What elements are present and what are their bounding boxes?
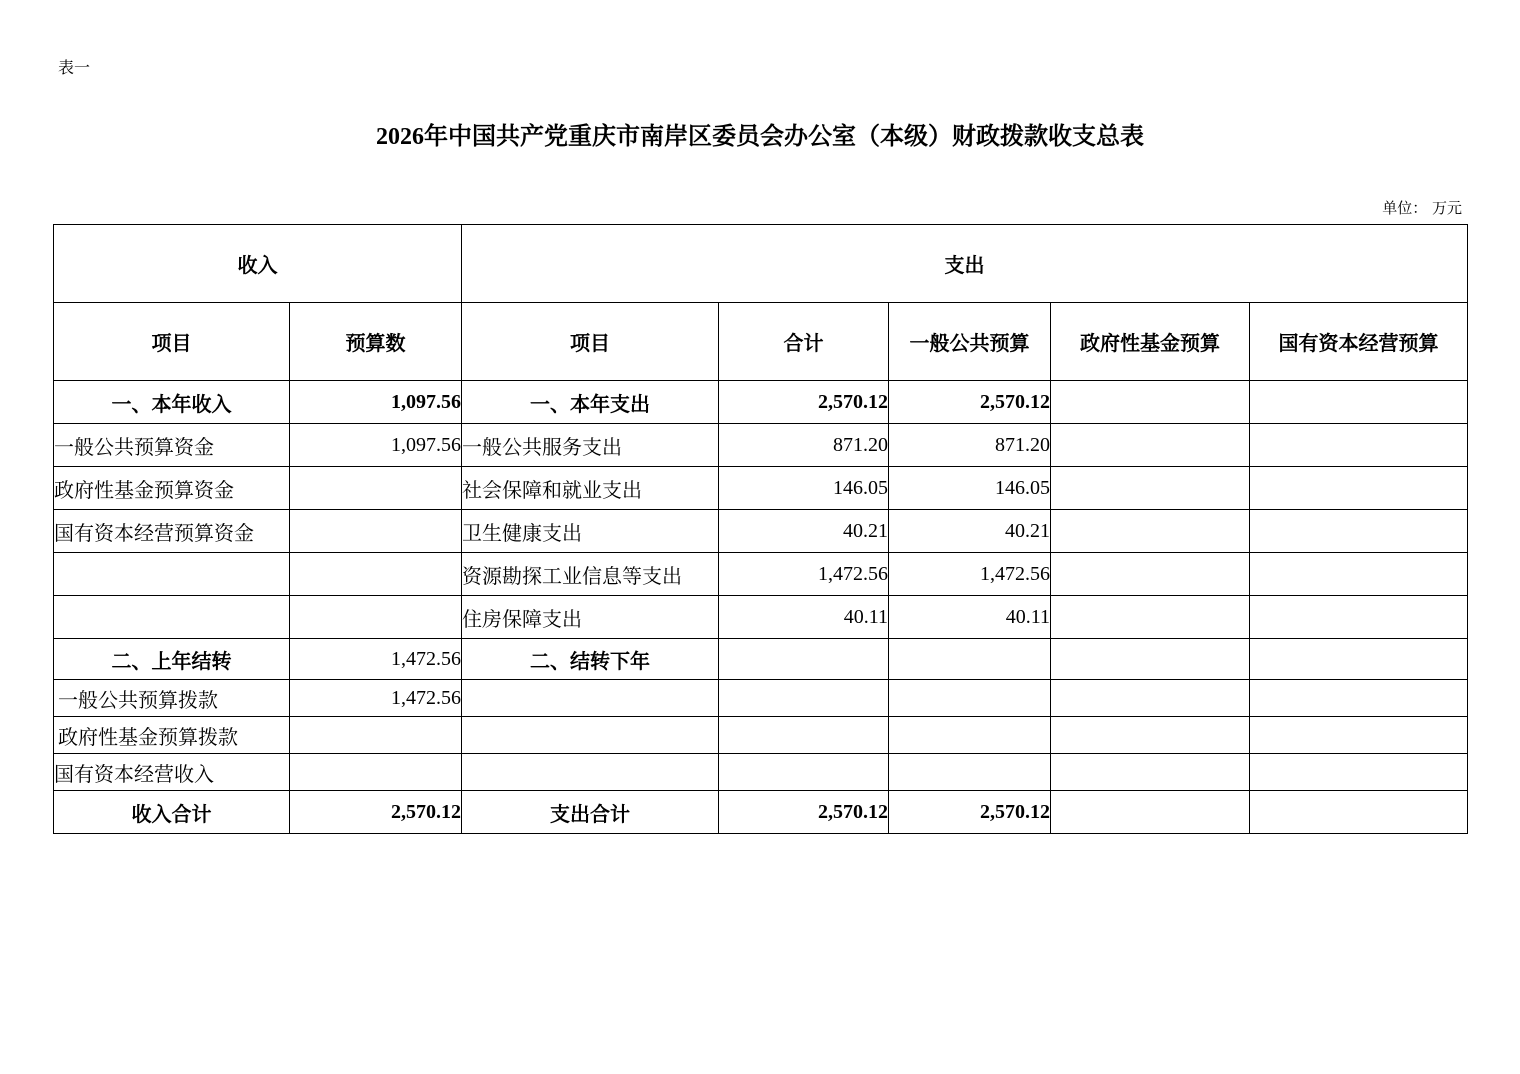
gov-fund-cell [1051, 553, 1250, 596]
income-total-value: 2,570.12 [290, 791, 462, 834]
state-capital-cell [1250, 467, 1468, 510]
expense-item-cell: 卫生健康支出 [462, 510, 719, 553]
general-budget-cell: 871.20 [889, 424, 1051, 467]
table-row [54, 596, 1468, 639]
gov-fund-budget-header: 政府性基金预算 [1051, 303, 1250, 381]
income-value-cell [290, 596, 462, 639]
income-value-cell: 1,472.56 [290, 680, 462, 717]
income-value-cell [290, 717, 462, 754]
state-capital-cell [1250, 424, 1468, 467]
state-capital-cell [1250, 596, 1468, 639]
general-budget-header: 一般公共预算 [889, 303, 1051, 381]
gov-fund-cell [1051, 680, 1250, 717]
state-capital-cell [1250, 553, 1468, 596]
table-row [54, 467, 1468, 510]
general-budget-cell: 146.05 [889, 467, 1051, 510]
gov-fund-cell [1051, 467, 1250, 510]
state-capital-cell [1250, 754, 1468, 791]
expense-item-cell: 住房保障支出 [462, 596, 719, 639]
general-budget-cell [889, 754, 1051, 791]
general-budget-cell [889, 639, 1051, 680]
table-row [54, 639, 1468, 680]
income-value-cell: 1,097.56 [290, 424, 462, 467]
table-row [54, 553, 1468, 596]
income-value-cell [290, 467, 462, 510]
general-budget-cell: 40.11 [889, 596, 1051, 639]
expense-total-cell: 146.05 [719, 467, 889, 510]
expense-total-cell: 2,570.12 [719, 381, 889, 424]
state-capital-cell [1250, 510, 1468, 553]
income-item-cell [54, 596, 290, 639]
expense-total-cell [719, 754, 889, 791]
expense-total-header: 合计 [719, 303, 889, 381]
expense-item-cell: 社会保障和就业支出 [462, 467, 719, 510]
income-value-cell: 1,097.56 [290, 381, 462, 424]
table-row [54, 754, 1468, 791]
income-item-cell: 国有资本经营收入 [54, 754, 290, 791]
general-budget-total: 2,570.12 [889, 791, 1051, 834]
state-capital-total [1250, 791, 1468, 834]
income-value-cell [290, 553, 462, 596]
income-value-cell: 1,472.56 [290, 639, 462, 680]
income-value-cell [290, 754, 462, 791]
table-row [54, 680, 1468, 717]
income-group-header: 收入 [54, 225, 462, 303]
general-budget-cell: 1,472.56 [889, 553, 1051, 596]
income-item-cell: 政府性基金预算拨款 [54, 717, 290, 754]
expense-item-cell [462, 754, 719, 791]
gov-fund-total [1051, 791, 1250, 834]
expense-item-header: 项目 [462, 303, 719, 381]
income-item-header: 项目 [54, 303, 290, 381]
expense-item-cell [462, 680, 719, 717]
state-capital-cell [1250, 381, 1468, 424]
table-row [54, 381, 1468, 424]
totals-row [54, 791, 1468, 834]
general-budget-cell [889, 717, 1051, 754]
expense-total-label: 支出合计 [462, 791, 719, 834]
state-capital-budget-header: 国有资本经营预算 [1250, 303, 1468, 381]
unit-label: 单位： 万元 [1382, 199, 1462, 217]
income-value-cell [290, 510, 462, 553]
state-capital-cell [1250, 717, 1468, 754]
table-row [54, 717, 1468, 754]
income-item-cell: 一、本年收入 [54, 381, 290, 424]
income-item-cell: 国有资本经营预算资金 [54, 510, 290, 553]
expense-item-cell: 资源勘探工业信息等支出 [462, 553, 719, 596]
gov-fund-cell [1051, 754, 1250, 791]
income-item-cell: 一般公共预算资金 [54, 424, 290, 467]
expense-item-cell [462, 717, 719, 754]
group-header-row [54, 225, 1468, 303]
gov-fund-cell [1051, 510, 1250, 553]
income-total-label: 收入合计 [54, 791, 290, 834]
gov-fund-cell [1051, 717, 1250, 754]
general-budget-cell [889, 680, 1051, 717]
expense-item-cell: 一、本年支出 [462, 381, 719, 424]
expense-item-cell: 二、结转下年 [462, 639, 719, 680]
income-budget-header: 预算数 [290, 303, 462, 381]
expense-total-cell [719, 680, 889, 717]
income-item-cell [54, 553, 290, 596]
general-budget-cell: 2,570.12 [889, 381, 1051, 424]
column-header-row [54, 303, 1468, 381]
gov-fund-cell [1051, 381, 1250, 424]
state-capital-cell [1250, 680, 1468, 717]
gov-fund-cell [1051, 596, 1250, 639]
expense-item-cell: 一般公共服务支出 [462, 424, 719, 467]
table-row [54, 424, 1468, 467]
gov-fund-cell [1051, 424, 1250, 467]
expense-total-cell [719, 717, 889, 754]
expense-total-cell: 40.21 [719, 510, 889, 553]
income-item-cell: 政府性基金预算资金 [54, 467, 290, 510]
expense-total-cell: 871.20 [719, 424, 889, 467]
general-budget-cell: 40.21 [889, 510, 1051, 553]
expense-total-cell: 40.11 [719, 596, 889, 639]
table-row [54, 510, 1468, 553]
gov-fund-cell [1051, 639, 1250, 680]
expense-total-cell: 1,472.56 [719, 553, 889, 596]
budget-summary-table [53, 224, 1468, 834]
state-capital-cell [1250, 639, 1468, 680]
expense-total-value: 2,570.12 [719, 791, 889, 834]
page-title: 2026年中国共产党重庆市南岸区委员会办公室（本级）财政拨款收支总表 [376, 124, 1144, 150]
income-item-cell: 一般公共预算拨款 [54, 680, 290, 717]
table-number: 表一 [58, 58, 91, 77]
expense-total-cell [719, 639, 889, 680]
expense-group-header: 支出 [462, 225, 1468, 303]
income-item-cell: 二、上年结转 [54, 639, 290, 680]
